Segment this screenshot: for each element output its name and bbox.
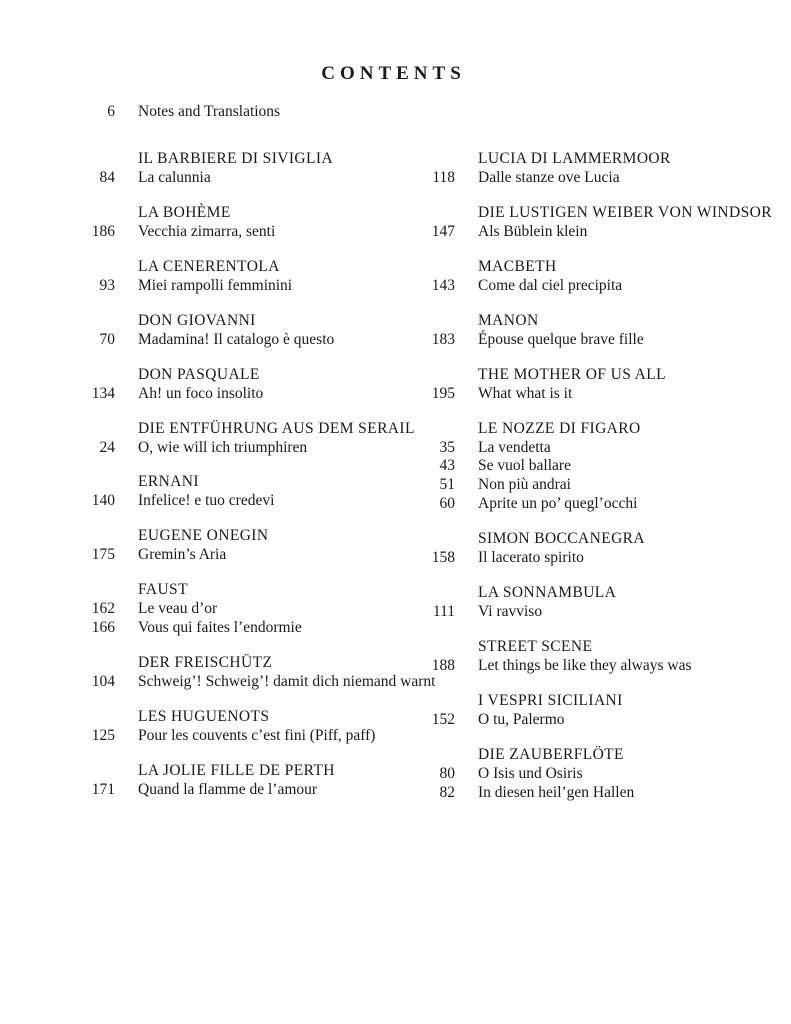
opera-title: EUGENE ONEGIN	[138, 527, 269, 545]
aria-title: Miei rampolli femminini	[138, 276, 293, 294]
aria-title: Non più andrai	[478, 476, 571, 494]
aria-page-number: 24	[99, 438, 115, 456]
aria-title: Pour les couvents c’est fini (Piff, paff)	[138, 726, 376, 744]
aria-row[interactable]	[352, 223, 772, 242]
opera-entry	[352, 366, 772, 404]
aria-page-number: 143	[431, 276, 455, 294]
aria-row[interactable]	[0, 727, 400, 746]
opera-title: LA SONNAMBULA	[478, 584, 617, 602]
opera-title: FAUST	[138, 581, 188, 599]
aria-row[interactable]	[352, 439, 772, 458]
aria-row[interactable]	[0, 600, 400, 619]
aria-title: O, wie will ich triumphiren	[138, 438, 308, 456]
aria-row[interactable]	[352, 457, 772, 476]
aria-row[interactable]	[0, 223, 400, 242]
aria-row[interactable]	[0, 492, 400, 511]
opera-title: DIE ENTFÜHRUNG AUS DEM SERAIL	[138, 419, 415, 437]
aria-row[interactable]	[352, 711, 772, 730]
opera-entry	[0, 312, 400, 350]
opera-entry	[0, 258, 400, 296]
opera-entry	[352, 150, 772, 188]
aria-page-number: 80	[439, 764, 455, 782]
aria-page-number: 118	[432, 169, 455, 186]
aria-title: Vi ravviso	[478, 603, 543, 621]
opera-entry	[0, 708, 400, 746]
aria-title: O Isis und Osiris	[478, 764, 583, 782]
aria-page-number: 111	[432, 603, 455, 621]
opera-entry	[352, 692, 772, 730]
aria-title: Vecchia zimarra, senti	[138, 222, 276, 240]
aria-page-number: 104	[91, 673, 115, 691]
aria-row[interactable]	[352, 765, 772, 784]
aria-title: Se vuol ballare	[478, 457, 571, 475]
aria-title: La calunnia	[138, 169, 211, 186]
aria-title: Ah! un foco insolito	[138, 384, 264, 402]
opera-entry	[352, 584, 772, 622]
aria-row[interactable]	[0, 439, 400, 458]
aria-row[interactable]	[352, 603, 772, 622]
front-matter-page-number: 6	[107, 103, 115, 120]
aria-page-number: 188	[431, 656, 455, 674]
opera-title: LE NOZZE DI FIGARO	[478, 419, 641, 437]
aria-row[interactable]	[352, 169, 772, 188]
aria-page-number: 60	[439, 495, 455, 513]
aria-page-number: 183	[431, 330, 455, 348]
page-title: CONTENTS	[321, 63, 466, 84]
aria-row[interactable]	[352, 331, 772, 350]
opera-title: MACBETH	[478, 257, 557, 275]
aria-row[interactable]	[0, 385, 400, 404]
aria-title: Infelice! e tuo credevi	[138, 492, 275, 510]
aria-title: Schweig’! Schweig’! damit dich niemand warnt	[138, 673, 436, 691]
aria-row[interactable]	[0, 546, 400, 565]
aria-title: In diesen heil’gen Hallen	[478, 783, 635, 801]
opera-entry	[0, 654, 436, 692]
contents-column-right	[352, 150, 772, 819]
opera-entry	[352, 258, 772, 296]
opera-title: LA JOLIE FILLE DE PERTH	[138, 761, 335, 779]
aria-title: Come dal ciel precipita	[478, 276, 623, 294]
aria-page-number: 43	[439, 457, 455, 475]
opera-entry	[0, 473, 400, 511]
aria-title: Let things be like they always was	[478, 656, 692, 674]
aria-row[interactable]	[0, 619, 400, 638]
aria-page-number: 166	[91, 619, 115, 637]
aria-page-number: 125	[91, 726, 115, 744]
opera-entry	[0, 150, 400, 188]
opera-entry	[352, 204, 772, 242]
opera-title: STREET SCENE	[478, 637, 593, 655]
aria-page-number: 147	[431, 222, 455, 240]
aria-title: O tu, Palermo	[478, 710, 565, 728]
aria-page-number: 82	[439, 783, 455, 801]
aria-row[interactable]	[0, 331, 400, 350]
aria-page-number: 134	[91, 384, 115, 402]
aria-row[interactable]	[352, 784, 772, 803]
opera-entry	[352, 530, 772, 568]
contents-column-left	[0, 150, 436, 816]
opera-title: DER FREISCHÜTZ	[138, 654, 273, 672]
aria-title: Dalle stanze ove Lucia	[478, 169, 620, 186]
aria-row[interactable]	[0, 277, 400, 296]
opera-entry	[352, 312, 772, 350]
aria-title: What what is it	[478, 384, 573, 402]
aria-title: Épouse quelque brave fille	[478, 330, 644, 348]
opera-entry	[0, 204, 400, 242]
opera-entry	[352, 746, 772, 803]
aria-row[interactable]	[352, 385, 772, 404]
aria-title: La vendetta	[478, 438, 551, 456]
opera-title: LA CENERENTOLA	[138, 257, 280, 275]
opera-entry	[0, 419, 415, 458]
aria-row[interactable]	[352, 495, 772, 514]
aria-row[interactable]	[0, 781, 400, 800]
opera-title: THE MOTHER OF US ALL	[478, 365, 666, 383]
aria-row[interactable]	[352, 657, 772, 676]
aria-row[interactable]	[352, 277, 772, 296]
aria-page-number: 158	[431, 549, 455, 567]
aria-title: Aprite un po’ quegl’occhi	[478, 495, 638, 513]
opera-entry	[0, 581, 400, 638]
opera-title: DIE ZAUBERFLÖTE	[478, 745, 624, 763]
aria-title: Quand la flamme de l’amour	[138, 780, 318, 798]
opera-title: DON PASQUALE	[138, 365, 260, 383]
aria-row[interactable]	[0, 169, 400, 188]
aria-page-number: 84	[99, 169, 115, 186]
opera-title: DIE LUSTIGEN WEIBER VON WINDSOR	[478, 203, 772, 221]
aria-page-number: 51	[439, 476, 455, 494]
aria-page-number: 195	[431, 384, 455, 402]
aria-title: Le veau d’or	[138, 600, 218, 618]
opera-title: I VESPRI SICILIANI	[478, 691, 623, 709]
aria-page-number: 70	[99, 330, 115, 348]
opera-title: SIMON BOCCANEGRA	[478, 530, 646, 548]
aria-title: Gremin’s Aria	[138, 546, 227, 564]
aria-title: Vous qui faites l’endormie	[138, 619, 302, 637]
aria-row[interactable]	[352, 476, 772, 495]
front-matter-label: Notes and Translations	[138, 103, 281, 120]
front-matter-entry	[0, 103, 420, 121]
aria-title: Madamina! Il catalogo è questo	[138, 330, 335, 348]
opera-title: LUCIA DI LAMMERMOOR	[478, 150, 671, 167]
aria-page-number: 162	[91, 600, 115, 618]
aria-row[interactable]	[352, 549, 772, 568]
aria-title: Als Büblein klein	[478, 222, 588, 240]
aria-page-number: 171	[91, 780, 115, 798]
aria-page-number: 140	[91, 492, 115, 510]
opera-title: ERNANI	[138, 473, 199, 491]
opera-entry	[0, 527, 400, 565]
aria-page-number: 186	[91, 222, 115, 240]
opera-title: DON GIOVANNI	[138, 311, 256, 329]
opera-title: LA BOHÈME	[138, 203, 231, 221]
aria-page-number: 35	[439, 438, 455, 456]
opera-entry	[0, 366, 400, 404]
opera-entry	[352, 420, 772, 515]
aria-row[interactable]	[0, 673, 436, 692]
opera-title: IL BARBIERE DI SIVIGLIA	[138, 150, 334, 167]
opera-title: MANON	[478, 311, 539, 329]
aria-page-number: 152	[431, 710, 455, 728]
opera-entry	[0, 762, 400, 800]
opera-entry	[352, 638, 772, 676]
opera-title: LES HUGUENOTS	[138, 707, 270, 725]
aria-title: Il lacerato spirito	[478, 549, 584, 567]
aria-page-number: 175	[91, 546, 115, 564]
aria-page-number: 93	[99, 276, 115, 294]
